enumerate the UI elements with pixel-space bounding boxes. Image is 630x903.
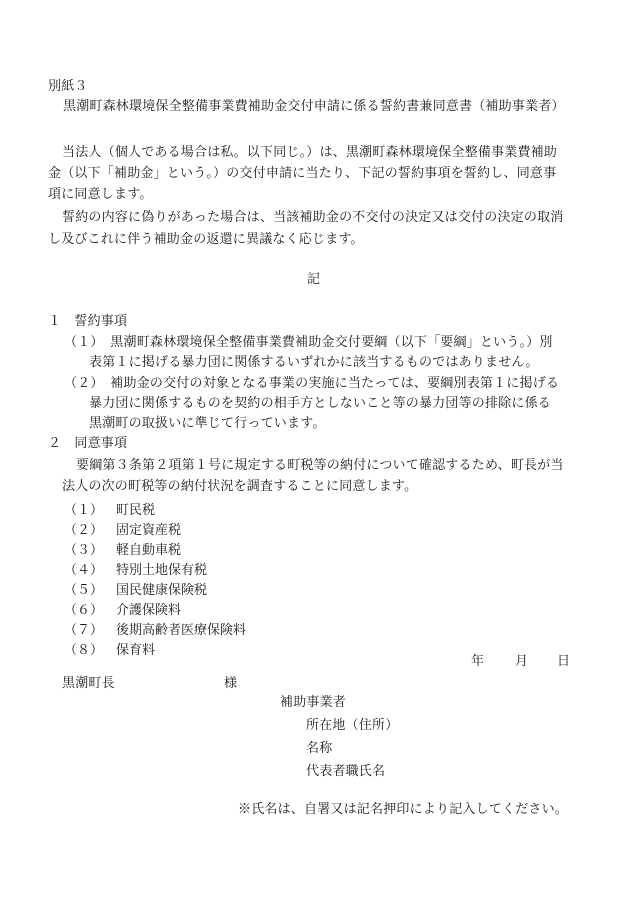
- pledge-item-2-line: 暴力団に関係するものを契約の相手方としないこと等の暴力団等の排除に係る: [89, 396, 552, 411]
- tax-item-number: （３）: [64, 543, 104, 558]
- tax-item-number: （８）: [64, 643, 104, 658]
- tax-item-name: 後期高齢者医療保険料: [116, 623, 247, 638]
- attachment-label: 別紙３: [48, 79, 88, 94]
- addressee-name: 黒潮町長: [62, 676, 115, 691]
- pledge-item-2-line: （２） 補助金の交付の対象となる事業の実施に当たっては、要綱別表第１に掲げる: [64, 376, 560, 391]
- false-statement-line: し及びこれに伴う補助金の返還に異議なく応じます。: [48, 232, 364, 247]
- tax-list-item: [64, 541, 181, 561]
- tax-list-item: [64, 521, 181, 541]
- intro-line: 金（以下「補助金」という。）の交付申請に当たり、下記の誓約事項を誓約し、同意事: [48, 166, 557, 181]
- section-heading: ２ 同意事項: [48, 436, 128, 451]
- tax-item-name: 軽自動車税: [116, 543, 182, 558]
- tax-item-number: （７）: [64, 623, 104, 638]
- applicant-representative-label: 代表者職氏名: [306, 764, 386, 779]
- tax-item-name: 介護保険料: [116, 603, 182, 618]
- tax-item-name: 町民税: [116, 503, 156, 518]
- date-day: 日: [557, 654, 571, 669]
- date-year: 年: [471, 654, 485, 669]
- consent-body-line: 要綱第３条第２項第１号に規定する町税等の納付について確認するため、町長が当: [76, 458, 564, 473]
- tax-item-number: （６）: [64, 603, 104, 618]
- addressee-honorific: 様: [224, 676, 238, 691]
- tax-item-name: 保育料: [116, 643, 156, 658]
- tax-item-name: 特別土地保有税: [116, 563, 208, 578]
- intro-line: 当法人（個人である場合は私。以下同じ。）は、黒潮町森林環境保全整備事業費補助: [62, 145, 558, 160]
- tax-item-number: （１）: [64, 503, 104, 518]
- date-month: 月: [515, 654, 529, 669]
- tax-list-item: [64, 641, 155, 661]
- ki-heading: 記: [307, 272, 321, 287]
- false-statement-line: 誓約の内容に偽りがあった場合は、当該補助金の不交付の決定又は交付の決定の取消: [62, 210, 564, 225]
- tax-list-item: [64, 621, 246, 641]
- pledge-item-2-line: 黒潮町の取扱いに準じて行っています。: [89, 416, 326, 431]
- tax-list-item: [64, 581, 207, 601]
- tax-item-name: 固定資産税: [116, 523, 182, 538]
- document-title: 黒潮町森林環境保全整備事業費補助金交付申請に係る誓約書兼同意書（補助事業者）: [63, 99, 565, 114]
- intro-line: 項に同意します。: [48, 187, 153, 202]
- tax-item-number: （５）: [64, 583, 104, 598]
- applicant-name-label: 名称: [306, 741, 333, 756]
- tax-list-item: [64, 601, 181, 621]
- pledge-item-1-line: 表第１に掲げる暴力団に関係するいずれかに該当するものではありません。: [89, 355, 539, 370]
- consent-body-line: 法人の次の町税等の納付状況を調査することに同意します。: [62, 479, 418, 494]
- tax-list-item: [64, 501, 155, 521]
- signature-note: ※氏名は、自署又は記名押印により記入してください。: [238, 802, 569, 817]
- tax-item-number: （２）: [64, 523, 104, 538]
- date-line: [471, 652, 570, 672]
- applicant-address-label: 所在地（住所）: [306, 718, 399, 733]
- tax-item-number: （４）: [64, 563, 104, 578]
- applicant-heading: 補助事業者: [280, 695, 347, 710]
- pledge-item-1-line: （１） 黒潮町森林環境保全整備事業費補助金交付要綱（以下「要綱」という。）別: [64, 335, 553, 350]
- tax-list-item: [64, 561, 207, 581]
- tax-item-name: 国民健康保険税: [116, 583, 208, 598]
- section-heading: １ 誓約事項: [48, 314, 128, 329]
